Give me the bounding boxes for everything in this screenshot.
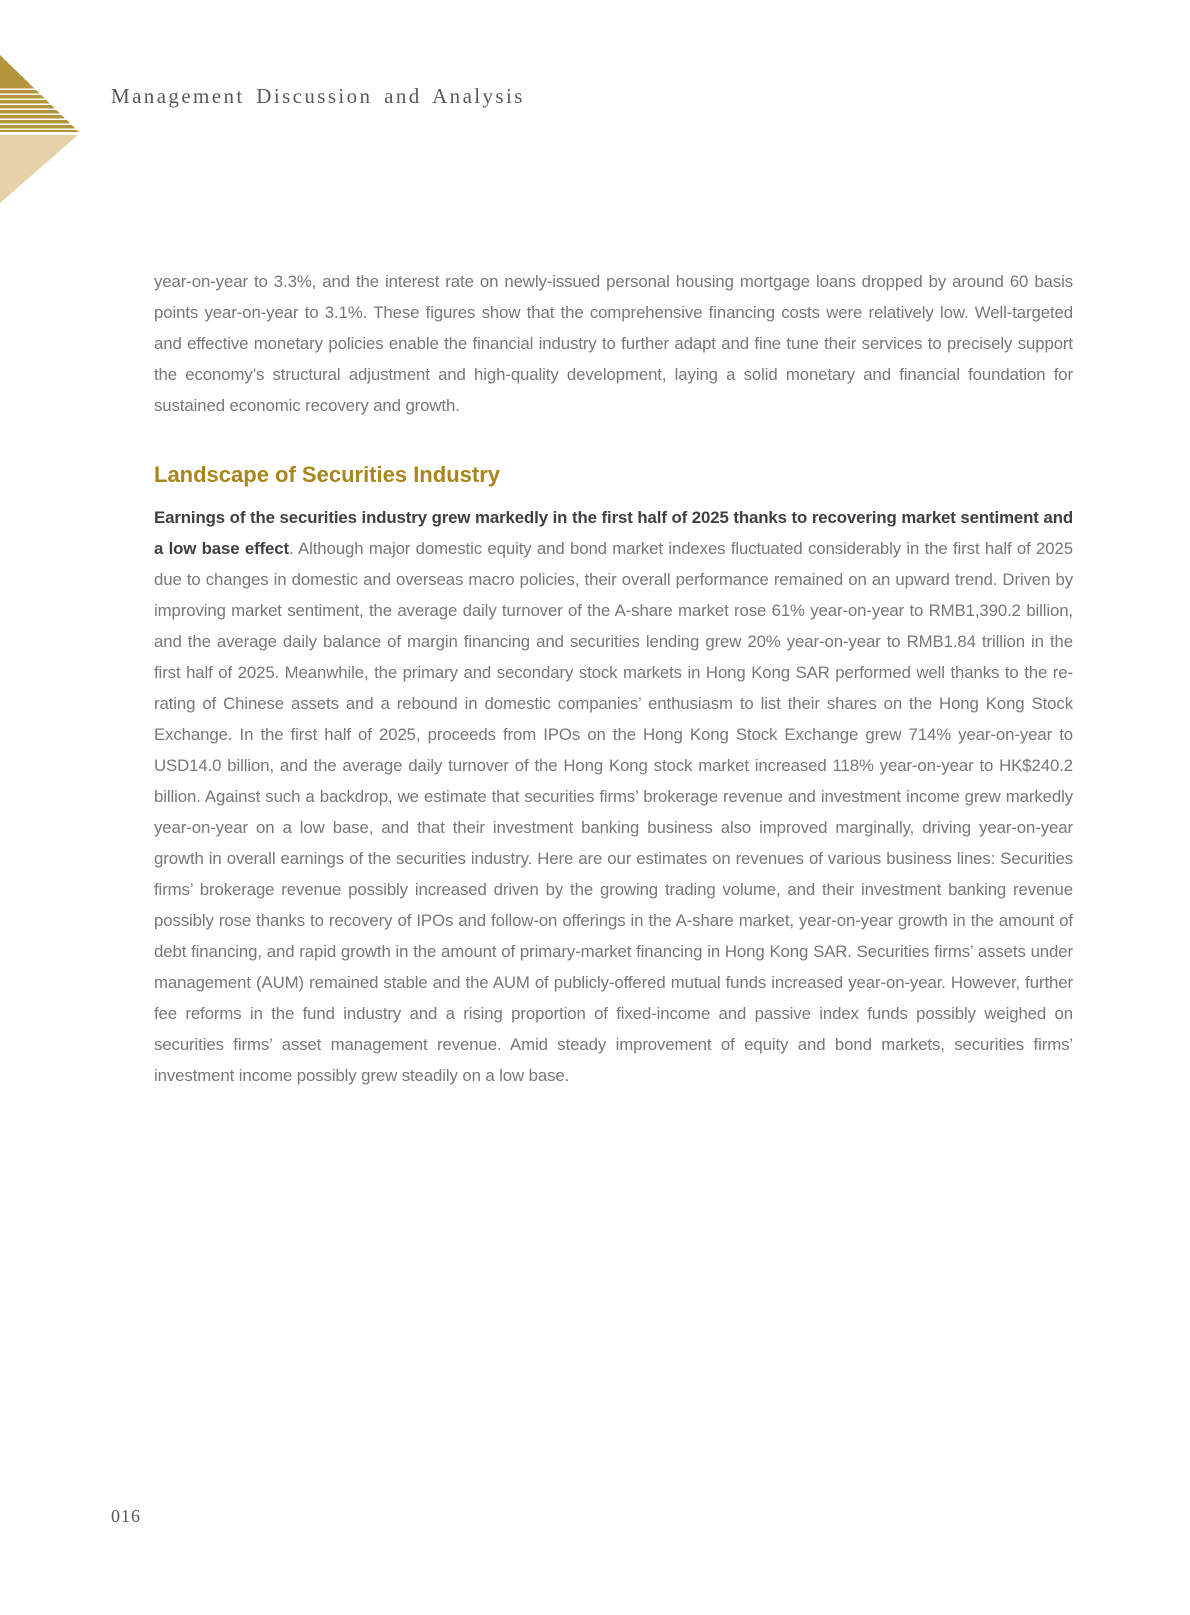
logo-tan-triangle-icon — [0, 135, 78, 203]
corner-triangle-logo — [0, 55, 80, 205]
section-heading: Landscape of Securities Industry — [154, 462, 500, 487]
section-paragraph — [154, 502, 1073, 1091]
section-lead-bold-text: Earnings of the securities industry grew markedly in the first half of 2025 thanks to recovering market sentiment and a low base effect — [154, 508, 1073, 558]
content-column — [154, 266, 1073, 1091]
section-body-text: . Although major domestic equity and bond market indexes fluctuated considerably in the first half of 2025 due to changes in domestic and overseas macro policies, their overall performance remained on an upward trend. Driven by improving market sentiment, the average daily turnover of the A-share market rose 61% year-on-year to RMB1,390.2 billion, and the average daily balance of margin financing and securities lending grew 20% year-on-year to RMB1.84 trillion in the first half of 2025. Meanwhile, the primary and secondary stock markets in Hong Kong SAR performed well thanks to the re-rating of Chinese assets and a rebound in domestic companies’ enthusiasm to list their shares on the Hong Kong Stock Exchange. In the first half of 2025, proceeds from IPOs on the Hong Kong Stock Exchange grew 714% year-on-year to USD14.0 billion, and the average daily turnover of the Hong Kong stock market increased 118% year-on-year to HK$240.2 billion. Against such a backdrop, we estimate that securities firms’ brokerage revenue and investment income grew markedly year-on-year on a low base, and that their investment banking business also improved marginally, driving year-on-year growth in overall earnings of the securities industry. Here are our estimates on revenues of various business lines: Securities firms’ brokerage revenue possibly increased driven by the growing trading volume, and their investment banking revenue possibly rose thanks to recovery of IPOs and follow-on offerings in the A-share market, year-on-year growth in the amount of debt financing, and rapid growth in the amount of primary-market financing in Hong Kong SAR. Securities firms’ assets under management (AUM) remained stable and the AUM of publicly-offered mutual funds increased year-on-year. However, further fee reforms in the fund industry and a rising proportion of fixed-income and passive index funds possibly weighed on securities firms’ asset management revenue. Amid steady improvement of equity and bond markets, securities firms’ investment income possibly grew steadily on a low base. — [154, 539, 1073, 1085]
page-number: 016 — [111, 1506, 141, 1526]
logo-gold-striped-triangle-icon — [0, 55, 79, 132]
running-header-title: Management Discussion and Analysis — [111, 84, 525, 108]
intro-paragraph: year-on-year to 3.3%, and the interest rate on newly-issued personal housing mortgage loans dropped by around 60 basis points year-on-year to 3.1%. These figures show that the comprehensive financing costs were relatively low. Well-targeted and effective monetary policies enable the financial industry to further adapt and fine tune their services to precisely support the economy’s structural adjustment and high-quality development, laying a solid monetary and financial foundation for sustained economic recovery and growth. — [154, 272, 1073, 415]
